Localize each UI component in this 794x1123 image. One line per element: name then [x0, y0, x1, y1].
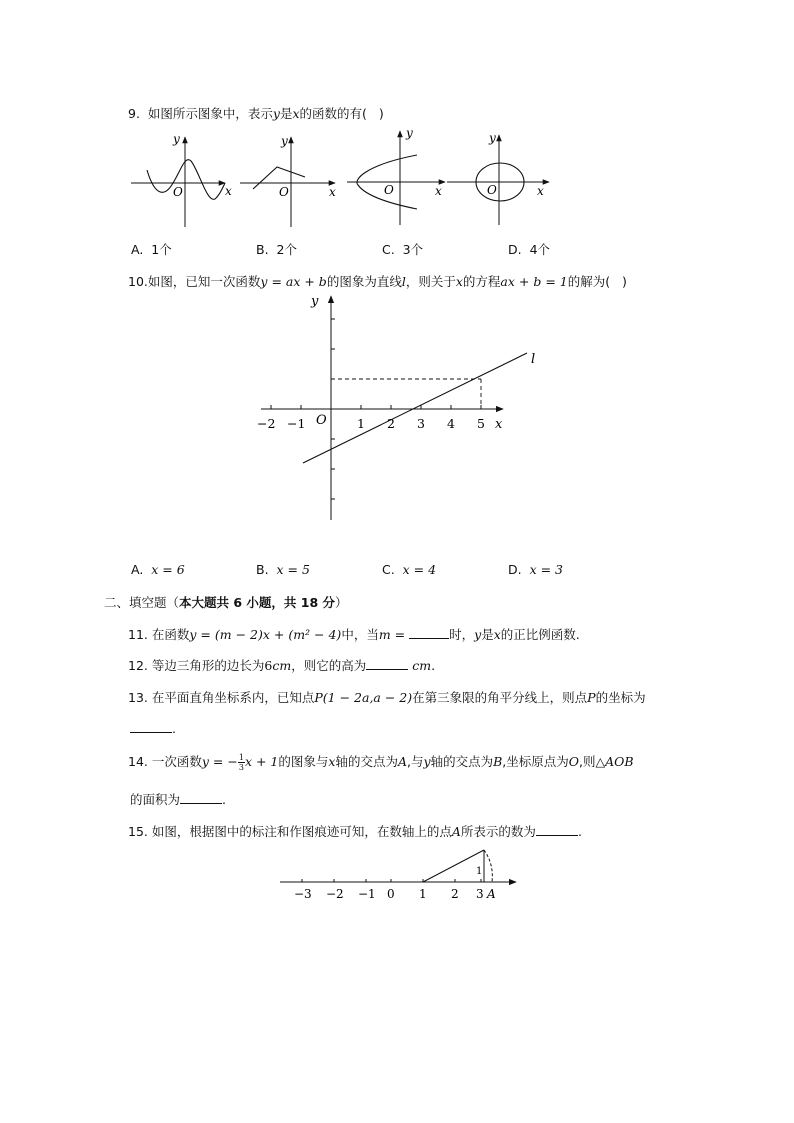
origin-label: O [316, 413, 327, 428]
graph-1 [131, 132, 232, 227]
q10-option-d[interactable]: D. x = 3 [508, 562, 563, 577]
x-axis-label: x [495, 417, 503, 432]
graph2-x-label: x [329, 185, 336, 199]
tick-label: 0 [387, 887, 395, 901]
graph-4 [447, 131, 549, 225]
graph3-x-label: x [435, 184, 442, 198]
question-number: 14. [128, 754, 148, 769]
tick-label: −2 [326, 887, 344, 901]
question-number: 15. [128, 824, 148, 839]
x-tick-label: 2 [387, 416, 395, 431]
q9-option-b[interactable]: B. 2个 [256, 242, 297, 257]
fraction-one-third: $\frac{1}{3}$ [238, 753, 244, 772]
tick-label: −3 [294, 887, 312, 901]
tick-label: 1 [419, 887, 427, 901]
question-number: 9. [128, 106, 140, 121]
question-14: 14. 一次函数y = − $\frac{1}{3}$ x + 1的图象与x轴的交点为A,与y轴的交点为B,坐标原点为O,则△AOB [128, 753, 634, 772]
line-l-label: l [531, 352, 536, 367]
graph2-origin-label: O [279, 185, 289, 199]
question-10-stem: 10.如图，已知一次函数y = ax + b的图象为直线l，则关于x的方程ax + b = 1的解为( ) [128, 274, 627, 289]
graph1-x-label: x [225, 184, 232, 198]
question-14-line-2: 的面积为 . [130, 792, 226, 807]
x-tick-label: 5 [477, 416, 485, 431]
question-13: 13. 在平面直角坐标系内，已知点P(1 − 2a,a − 2)在第三象限的角平分线上，则点P的坐标为 [128, 690, 646, 705]
question-9-stem: 9. 如图所示图象中，表示y是x的函数的有( ) [128, 106, 384, 121]
q9-option-a[interactable]: A. 1个 [131, 242, 172, 257]
question-number: 10. [128, 274, 148, 289]
question-11: 11. 在函数y = (m − 2)x + (m² − 4)中，当m = 时，y是x的正比例函数. [128, 627, 580, 642]
hypotenuse [423, 850, 484, 882]
graph1-origin-label: O [173, 185, 183, 199]
x-tick-label: −1 [287, 416, 306, 431]
section-2-heading: 二、填空题（本大题共 6 小题，共 18 分） [104, 595, 348, 610]
x-tick-label: 3 [417, 416, 425, 431]
q10-option-a[interactable]: A. x = 6 [131, 562, 185, 577]
tick-label: −1 [358, 887, 376, 901]
q9-option-c[interactable]: C. 3个 [382, 242, 424, 257]
graph3-origin-label: O [384, 183, 394, 197]
q10-option-c[interactable]: C. x = 4 [382, 562, 437, 577]
graph-2 [240, 134, 336, 227]
question-15-number-line [278, 842, 523, 904]
question-number: 13. [128, 690, 148, 705]
q9-option-d[interactable]: D. 4个 [508, 242, 551, 257]
x-tick-label: −2 [257, 416, 276, 431]
graph1-y-label: y [173, 132, 180, 146]
line-l [303, 353, 527, 463]
graph4-origin-label: O [487, 183, 497, 197]
tick-label: 2 [451, 887, 459, 901]
q10-option-b[interactable]: B. x = 5 [256, 562, 310, 577]
graph2-y-label: y [281, 134, 288, 148]
question-number: 12. [128, 658, 148, 673]
question-12: 12. 等边三角形的边长为6cm，则它的高为 cm. [128, 658, 436, 673]
x-tick-label: 1 [357, 416, 365, 431]
graph3-y-label: y [406, 126, 413, 140]
tick-label: 3 [476, 887, 484, 901]
answer-blank[interactable] [536, 823, 578, 836]
answer-blank[interactable] [130, 720, 172, 733]
answer-blank[interactable] [409, 626, 449, 639]
graph4-y-label: y [489, 131, 496, 145]
question-10-graph [255, 292, 555, 524]
compass-arc [484, 850, 492, 882]
x-tick-label: 4 [447, 416, 455, 431]
leg-length-label: 1 [476, 866, 483, 877]
question-9-graphs [125, 125, 555, 230]
y-axis-label: y [311, 294, 319, 309]
graph4-x-label: x [537, 184, 544, 198]
answer-blank[interactable] [180, 791, 222, 804]
question-number: 11. [128, 627, 148, 642]
answer-blank[interactable] [366, 657, 408, 670]
point-a-label: A [487, 887, 496, 901]
graph-3 [347, 126, 445, 225]
question-15: 15. 如图，根据图中的标注和作图痕迹可知，在数轴上的点A所表示的数为 . [128, 824, 582, 839]
question-13-answer-line: . [130, 720, 176, 736]
